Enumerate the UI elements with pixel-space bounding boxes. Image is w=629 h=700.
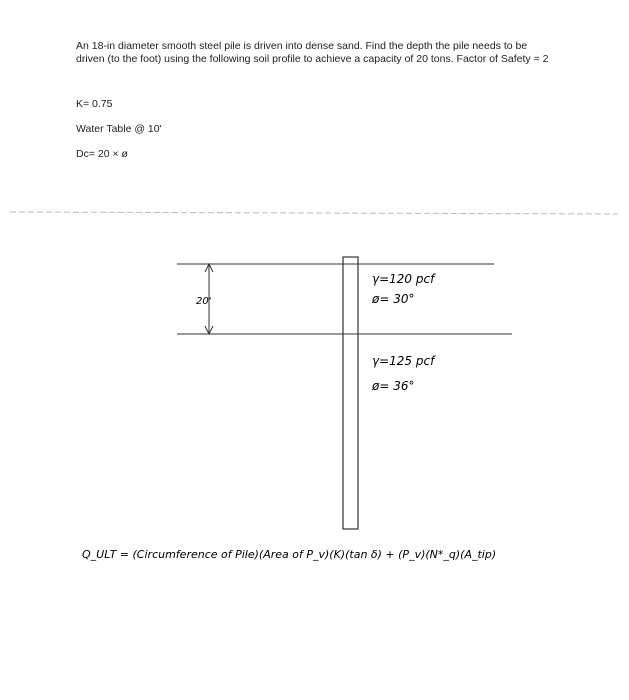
capacity-formula: Q_ULT = (Circumference of Pile)(Area of P_v)(K)(tan δ) + (P_v)(N*_q)(A_tip) (82, 548, 497, 561)
layer2-unit-weight: γ=125 pcf (372, 354, 435, 368)
water-table: Water Table @ 10' (76, 123, 162, 135)
problem-statement: An 18-in diameter smooth steel pile is driven into dense sand. Find the depth the pile needs to be driven (to the foot) using the following soil profile to achieve a capacity of 20 tons. Factor of Safety = 2 (76, 40, 549, 65)
depth-label: 20' (196, 296, 212, 307)
layer2-friction-angle: ø= 36° (372, 379, 415, 393)
layer1-unit-weight: γ=120 pcf (372, 272, 435, 286)
critical-depth: Dc= 20 × ø (76, 148, 128, 160)
layer1-friction-angle: ø= 30° (372, 292, 415, 306)
scan-divider (10, 212, 618, 214)
k-value: K= 0.75 (76, 98, 113, 110)
pile (343, 257, 358, 529)
